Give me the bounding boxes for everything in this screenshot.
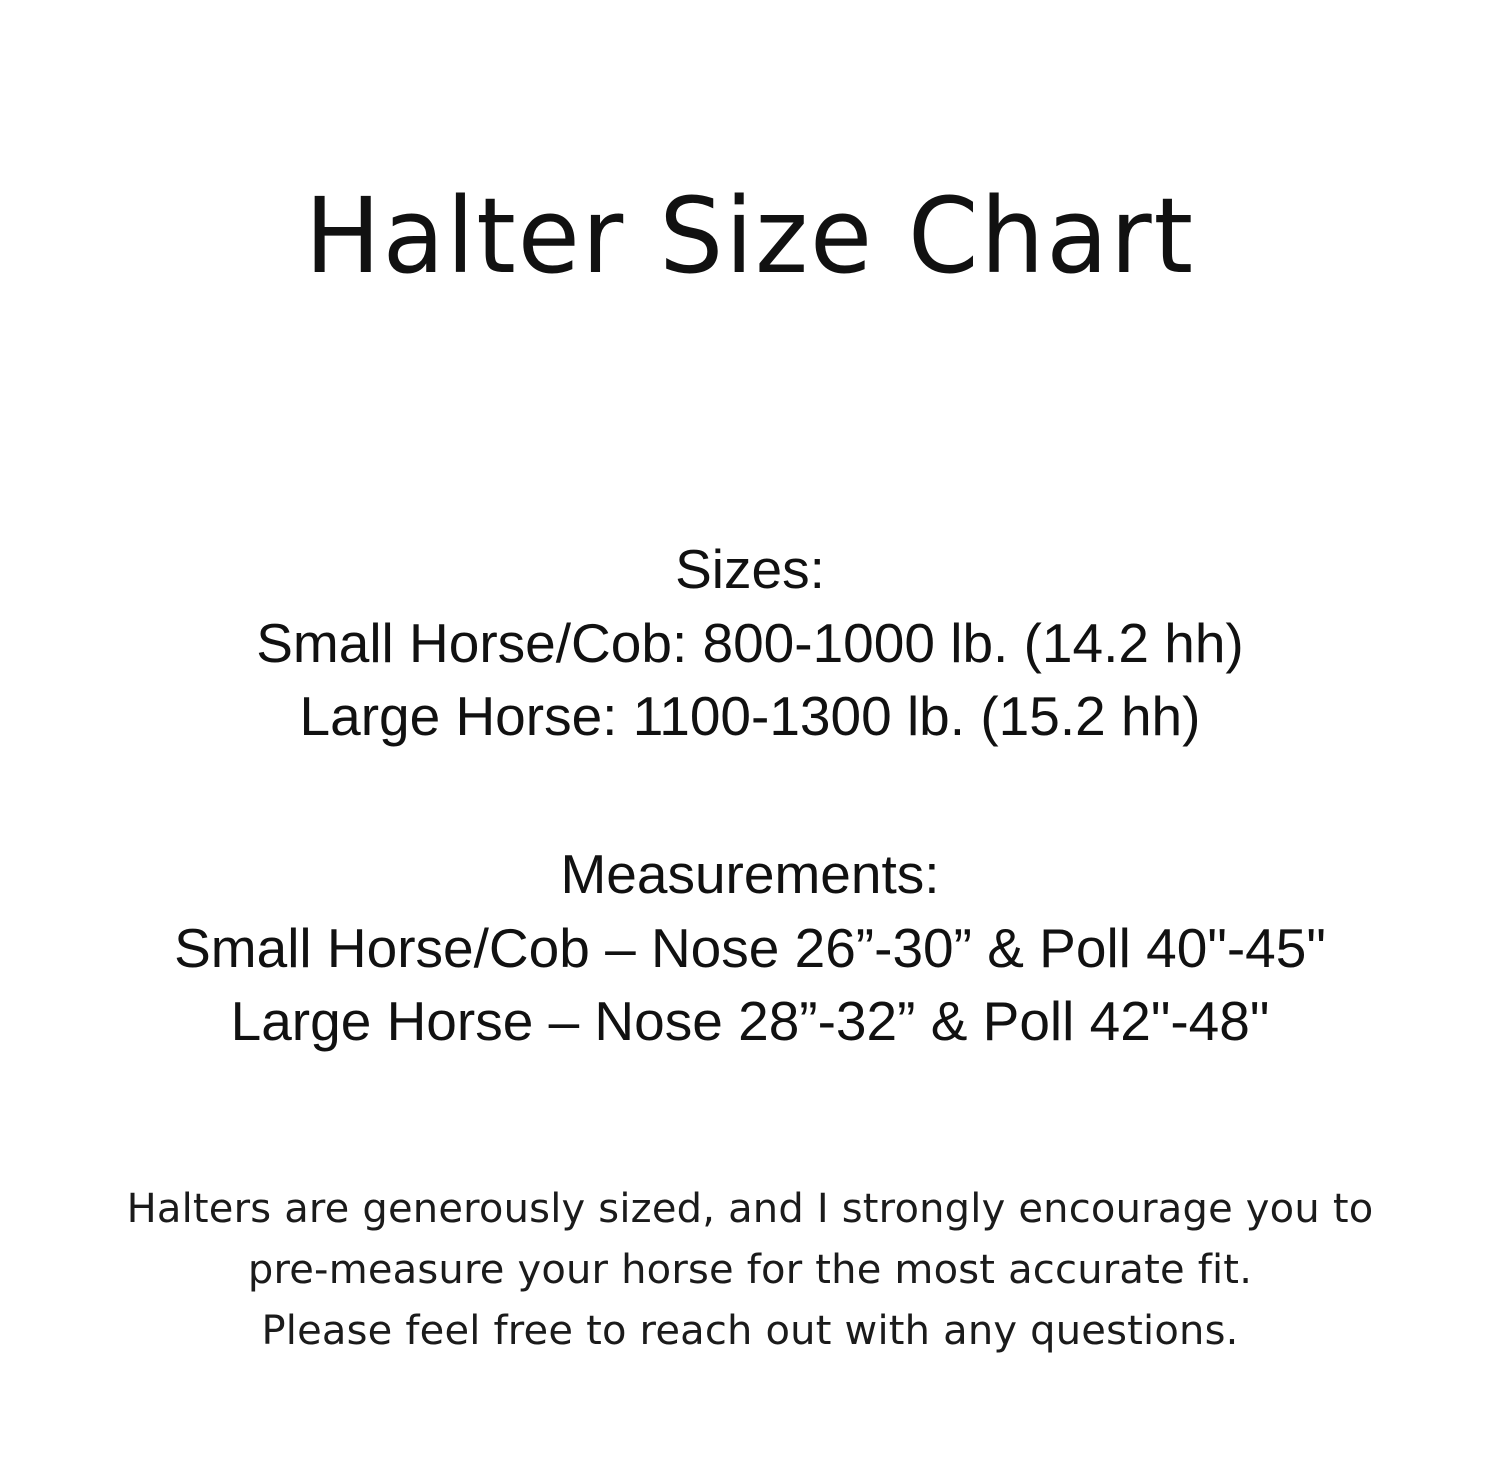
fitting-note-line-1: Halters are generously sized, and I strongly encourage you to (126, 1185, 1374, 1232)
fitting-note-line-3: Please feel free to reach out with any questions. (261, 1307, 1239, 1354)
fitting-note-line-2: pre-measure your horse for the most accurate fit. (247, 1246, 1253, 1293)
measurements-line-small-horse-cob: Small Horse/Cob – Nose 26”-30” & Poll 40"-45" (174, 916, 1326, 979)
sizes-heading: Sizes: (675, 537, 825, 600)
measurements-line-large-horse: Large Horse – Nose 28”-32” & Poll 42"-48" (230, 990, 1270, 1053)
sizes-section (256, 533, 1243, 754)
measurements-heading: Measurements: (560, 842, 940, 905)
page-title: Halter Size Chart (304, 175, 1196, 297)
sizes-line-small-horse-cob: Small Horse/Cob: 800-1000 lb. (14.2 hh) (256, 611, 1244, 674)
fitting-note (127, 1179, 1374, 1361)
sizes-line-large-horse: Large Horse: 1100-1300 lb. (15.2 hh) (299, 685, 1201, 748)
measurements-section (174, 838, 1326, 1059)
